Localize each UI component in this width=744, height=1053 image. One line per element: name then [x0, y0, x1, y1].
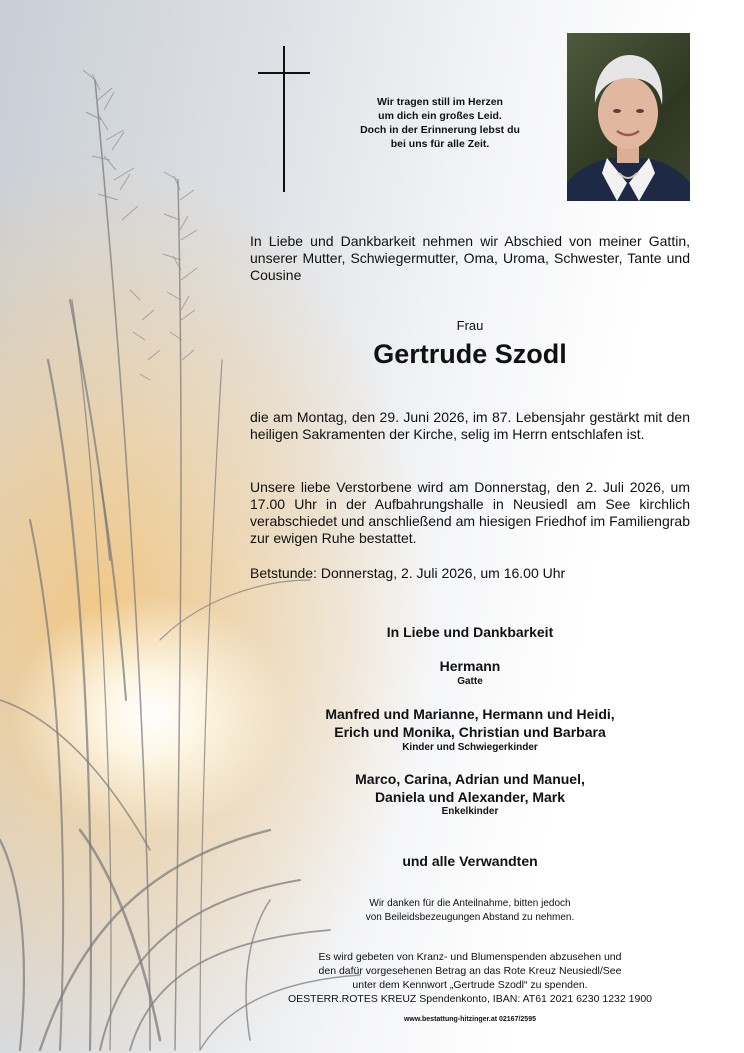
prayer-text: Betstunde: Donnerstag, 2. Juli 2026, um 16.00 Uhr — [250, 565, 566, 581]
relatives-line: und alle Verwandten — [402, 853, 538, 869]
death-notice-text: die am Montag, den 29. Juni 2026, im 87. Lebensjahr gestärkt mit den heiligen Sakramenten der Kirche, selig im Herrn entschlafen ist. — [250, 409, 690, 442]
thanks-line: von Beileidsbezeugungen Abstand zu nehmen. — [365, 912, 575, 923]
cross-icon — [258, 46, 310, 192]
donation-line: OESTERR.ROTES KREUZ Spendenkonto, IBAN: AT61 2021 6230 1232 1900 — [287, 993, 652, 1005]
portrait-photo — [567, 33, 690, 201]
grandchildren-line: Marco, Carina, Adrian und Manuel, — [355, 771, 585, 787]
thanks-line: Wir danken für die Anteilnahme, bitten jedoch — [369, 898, 571, 909]
spouse-role: Gatte — [457, 676, 483, 687]
donation-note — [230, 950, 710, 1006]
grandchildren-role: Enkelkinder — [441, 806, 499, 817]
funeral-text: Unsere liebe Verstorbene wird am Donnerstag, den 2. Juli 2026, um 17.00 Uhr in der Aufbahrungshalle in Neusiedl am See kirchlich verabschiedet und anschließend am hiesigen Friedhof im Familiengrab zur ewigen Ruhe bestattet. — [250, 479, 690, 546]
grandchildren-line: Daniela und Alexander, Mark — [374, 789, 566, 805]
donation-line: Es wird gebeten von Kranz- und Blumenspenden abzusehen und — [318, 951, 622, 963]
salutation: Frau — [456, 318, 484, 333]
thanks-note — [250, 897, 690, 925]
spouse-name: Hermann — [439, 658, 501, 674]
children-line: Erich und Monika, Christian und Barbara — [334, 724, 606, 740]
poem-line: Doch in der Erinnerung lebst du — [360, 124, 520, 136]
poem-line: um dich ein großes Leid. — [378, 110, 502, 122]
deceased-name: Gertrude Szodl — [373, 339, 567, 369]
donation-line: unter dem Kennwort „Gertrude Szodl“ zu spenden. — [352, 979, 588, 991]
funeral-home-footer: www.bestattung-hitzinger.at 02167/2595 — [403, 1016, 536, 1023]
children-line: Manfred und Marianne, Hermann und Heidi, — [325, 706, 615, 722]
children-role: Kinder und Schwiegerkinder — [402, 742, 538, 753]
poem-line: Wir tragen still im Herzen — [377, 96, 503, 108]
intro-text: In Liebe und Dankbarkeit nehmen wir Abschied von meiner Gattin, unserer Mutter, Schwiegermutter, Oma, Uroma, Schwester, Tante und Cousine — [250, 233, 690, 283]
mourners-heading: In Liebe und Dankbarkeit — [386, 624, 554, 640]
donation-line: den dafür vorgesehenen Betrag an das Rote Kreuz Neusiedl/See — [318, 965, 622, 977]
memorial-poem — [340, 95, 540, 151]
poem-line: bei uns für alle Zeit. — [390, 138, 490, 150]
